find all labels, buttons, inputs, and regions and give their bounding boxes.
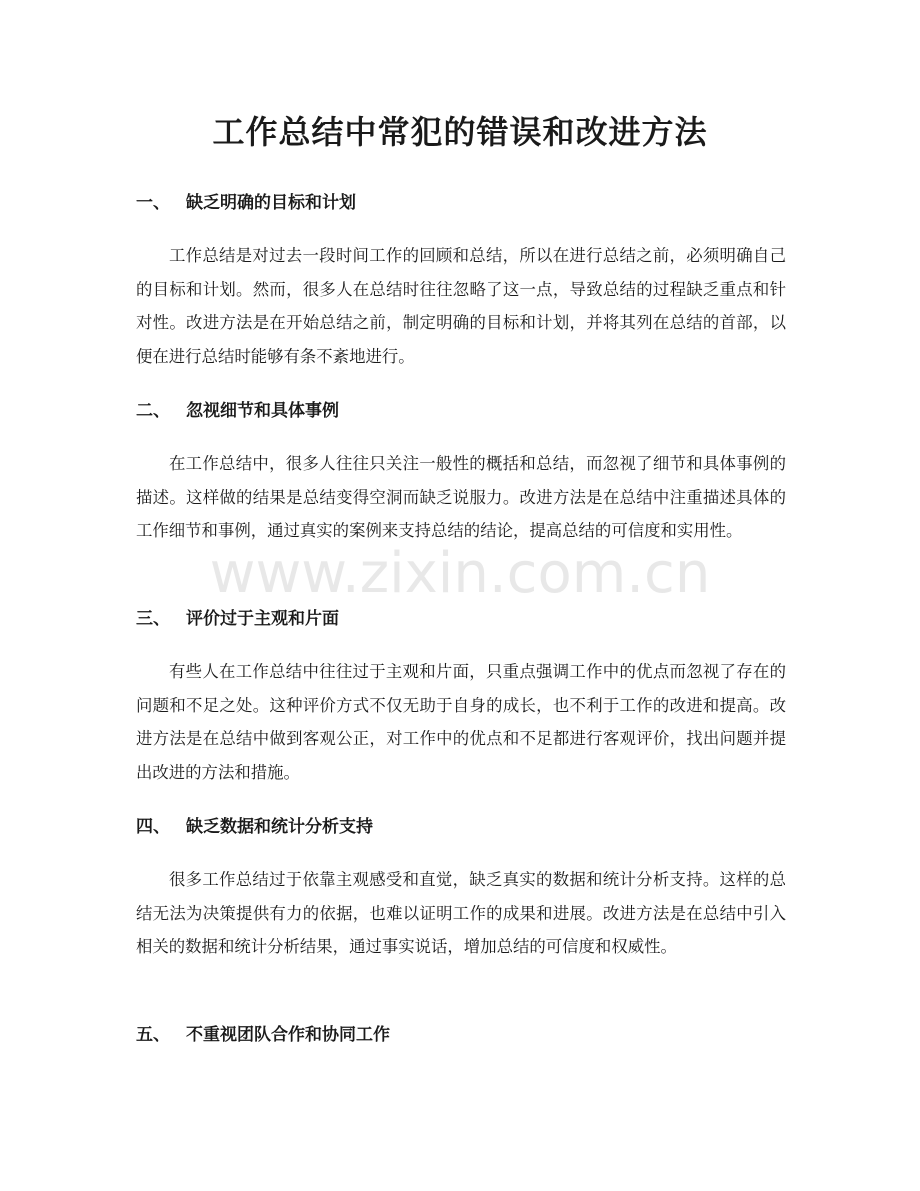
section-heading	[136, 814, 786, 840]
section-5	[136, 1022, 786, 1048]
section-heading	[136, 190, 786, 216]
section-number: 二、	[136, 401, 170, 421]
section-number: 四、	[136, 817, 170, 837]
section-number: 三、	[136, 609, 170, 629]
section-2	[136, 398, 786, 548]
section-heading-text: 忽视细节和具体事例	[186, 401, 339, 421]
section-paragraph: 很多工作总结过于依靠主观感受和直觉，缺乏真实的数据和统计分析支持。这样的总结无法为决策提供有力的依据，也难以证明工作的成果和进展。改进方法是在总结中引入相关的数据和统计分析结果，通过事实说话，增加总结的可信度和权威性。	[136, 870, 786, 957]
section-3	[136, 606, 786, 789]
section-heading-text: 评价过于主观和片面	[186, 609, 339, 629]
document-title: 工作总结中常犯的错误和改进方法	[212, 113, 708, 151]
watermark: www.zixin.com.cn	[209, 541, 711, 606]
section-number: 一、	[136, 193, 170, 213]
section-heading-text: 不重视团队合作和协同工作	[186, 1025, 390, 1045]
section-paragraph: 在工作总结中，很多人往往只关注一般性的概括和总结，而忽视了细节和具体事例的描述。这样做的结果是总结变得空洞而缺乏说服力。改进方法是在总结中注重描述具体的工作细节和事例，通过真实的案例来支持总结的结论，提高总结的可信度和实用性。	[136, 454, 786, 541]
section-4	[136, 814, 786, 964]
section-1	[136, 190, 786, 373]
section-paragraph: 有些人在工作总结中往往过于主观和片面，只重点强调工作中的优点而忽视了存在的问题和不足之处。这种评价方式不仅无助于自身的成长，也不利于工作的改进和提高。改进方法是在总结中做到客观公正，对工作中的优点和不足都进行客观评价，找出问题并提出改进的方法和措施。	[136, 662, 786, 782]
section-heading	[136, 606, 786, 632]
section-paragraph: 工作总结是对过去一段时间工作的回顾和总结，所以在进行总结之前，必须明确自己的目标和计划。然而，很多人在总结时往往忽略了这一点，导致总结的过程缺乏重点和针对性。改进方法是在开始总结之前，制定明确的目标和计划，并将其列在总结的首部，以便在进行总结时能够有条不紊地进行。	[136, 246, 786, 366]
section-heading-text: 缺乏明确的目标和计划	[186, 193, 356, 213]
section-heading	[136, 398, 786, 424]
section-number: 五、	[136, 1025, 170, 1045]
section-heading	[136, 1022, 786, 1048]
section-heading-text: 缺乏数据和统计分析支持	[186, 817, 373, 837]
